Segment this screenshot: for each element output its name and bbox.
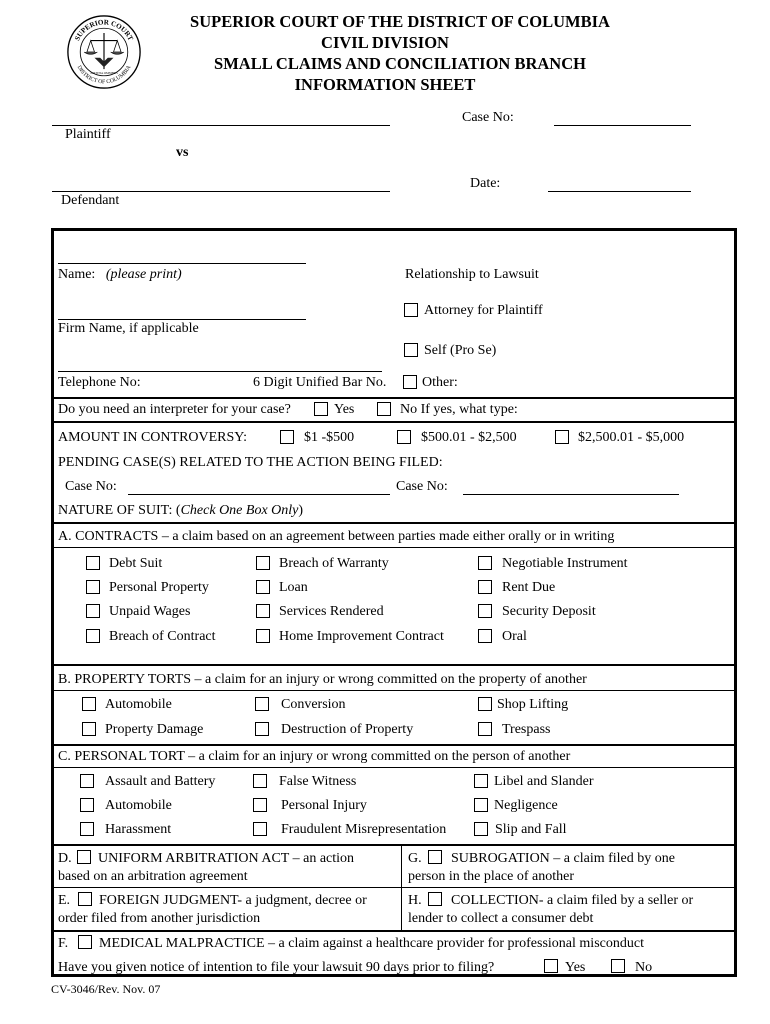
defendant-input[interactable] [55,172,385,190]
subrogation-checkbox[interactable] [428,850,442,864]
slip-fall-label: Slip and Fall [495,822,567,837]
property-automobile-checkbox[interactable] [82,697,96,711]
telephone-input[interactable] [60,352,380,370]
branch: SMALL CLAIMS AND CONCILIATION BRANCH [214,54,586,73]
uniform-arbitration-desc: based on an arbitration agreement [58,869,248,884]
foreign-judgment-prefix: E. [58,893,71,908]
personal-tort-title: C. PERSONAL TORT – a claim for an injury or wrong committed on the person of another [58,749,571,764]
fraud-checkbox[interactable] [253,822,267,836]
seal-bottom-text: DISTRICT OF COLUMBIA [75,64,133,86]
plaintiff-label: Plaintiff [65,127,111,142]
personal-property-checkbox[interactable] [86,580,100,594]
telephone-label: Telephone No: [58,375,141,390]
notice-no-label: No [635,960,653,975]
seal-motto: JUSTITIA OMNIBUS [90,70,118,75]
subrogation-label: SUBROGATION – a claim filed by one [451,851,675,866]
defendant-label: Defendant [61,193,120,208]
services-rendered-checkbox[interactable] [256,604,270,618]
case-no-input[interactable] [556,107,689,125]
pending-case-no-label-1: Case No: [65,479,117,494]
debt-suit-label: Debt Suit [109,556,163,571]
amount-500-checkbox[interactable] [280,430,294,444]
property-damage-checkbox[interactable] [82,722,96,736]
property-automobile-label: Automobile [105,697,172,712]
security-deposit-checkbox[interactable] [478,604,492,618]
home-improvement-checkbox[interactable] [256,629,270,643]
shop-lifting-label: Shop Lifting [497,697,569,712]
name-label: Name: (please print) [58,267,182,282]
false-witness-checkbox[interactable] [253,774,267,788]
date-input[interactable] [550,173,689,191]
fraud-label: Fraudulent Misrepresentation [281,822,447,837]
slip-fall-checkbox[interactable] [474,822,488,836]
division: CIVIL DIVISION [321,33,449,52]
attorney-label: Attorney for Plaintiff [424,303,543,318]
loan-label: Loan [279,580,308,595]
loan-checkbox[interactable] [256,580,270,594]
uniform-arbitration-checkbox[interactable] [77,850,91,864]
interpreter-no-checkbox[interactable] [377,402,391,416]
trespass-label: Trespass [502,722,551,737]
amount-label: AMOUNT IN CONTROVERSY: [58,430,248,445]
firm-name-input[interactable] [60,300,304,318]
case-no-label: Case No: [462,110,514,125]
conversion-label: Conversion [281,697,346,712]
assault-battery-label: Assault and Battery [105,774,216,789]
collection-label: COLLECTION- a claim filed by a seller or [451,893,694,908]
medical-malpractice-label: MEDICAL MALPRACTICE – a claim against a healthcare provider for professional misconduct [99,936,644,951]
firm-label: Firm Name, if applicable [58,321,199,336]
contracts-title: A. CONTRACTS – a claim based on an agreement between parties made either orally or in writing [58,529,615,544]
destruction-checkbox[interactable] [255,722,269,736]
property-damage-label: Property Damage [105,722,204,737]
medical-malpractice-checkbox[interactable] [78,935,92,949]
uniform-arbitration-label: UNIFORM ARBITRATION ACT – an action [98,851,355,866]
vs-label: vs [176,145,189,160]
amount-2500-checkbox[interactable] [397,430,411,444]
debt-suit-checkbox[interactable] [86,556,100,570]
pending-case-no-input-1[interactable] [130,476,388,494]
interpreter-no-label: No If yes, what type: [400,402,518,417]
unpaid-wages-label: Unpaid Wages [109,604,191,619]
negotiable-instrument-checkbox[interactable] [478,556,492,570]
pending-case-no-input-2[interactable] [465,476,677,494]
court-name: SUPERIOR COURT OF THE DISTRICT OF COLUMBIA [190,12,610,31]
breach-of-warranty-checkbox[interactable] [256,556,270,570]
interpreter-question: Do you need an interpreter for your case? [58,402,291,417]
false-witness-label: False Witness [279,774,357,789]
libel-slander-label: Libel and Slander [494,774,594,789]
notice-yes-checkbox[interactable] [544,959,558,973]
uniform-arbitration-prefix: D. [58,851,72,866]
subrogation-desc: person in the place of another [408,869,574,884]
property-torts-title: B. PROPERTY TORTS – a claim for an injury or wrong committed on the property of another [58,672,587,687]
negligence-label: Negligence [494,798,558,813]
shop-lifting-checkbox[interactable] [478,697,492,711]
pending-case-no-label-2: Case No: [396,479,448,494]
oral-label: Oral [502,629,527,644]
home-improvement-label: Home Improvement Contract [279,629,444,644]
date-label: Date: [470,176,501,191]
oral-checkbox[interactable] [478,629,492,643]
trespass-checkbox[interactable] [478,722,492,736]
attorney-checkbox[interactable] [404,303,418,317]
seal-top-text: SUPERIOR COURT [73,18,135,43]
destruction-label: Destruction of Property [281,722,414,737]
bar-no-label: 6 Digit Unified Bar No. [253,375,387,390]
personal-injury-checkbox[interactable] [253,798,267,812]
negotiable-instrument-label: Negotiable Instrument [502,556,628,571]
harassment-label: Harassment [105,822,172,837]
relationship-label: Relationship to Lawsuit [405,267,539,282]
amount-5000-checkbox[interactable] [555,430,569,444]
personal-injury-label: Personal Injury [281,798,367,813]
security-deposit-label: Security Deposit [502,604,596,619]
personal-automobile-checkbox[interactable] [80,798,94,812]
breach-of-warranty-label: Breach of Warranty [279,556,389,571]
pending-label: PENDING CASE(S) RELATED TO THE ACTION BEING FILED: [58,455,443,470]
other-label: Other: [422,375,458,390]
foreign-judgment-label: FOREIGN JUDGMENT- a judgment, decree or [99,893,367,908]
interpreter-yes-checkbox[interactable] [314,402,328,416]
court-seal [66,14,142,90]
breach-of-contract-label: Breach of Contract [109,629,216,644]
notice-no-checkbox[interactable] [611,959,625,973]
harassment-checkbox[interactable] [80,822,94,836]
rent-due-label: Rent Due [502,580,556,595]
amount-2500-label: $500.01 - $2,500 [421,430,517,445]
assault-battery-checkbox[interactable] [80,774,94,788]
nature-label: NATURE OF SUIT: (Check One Box Only) [58,503,304,518]
pro-se-checkbox[interactable] [404,343,418,357]
foreign-judgment-desc: order filed from another jurisdiction [58,911,261,926]
collection-desc: lender to collect a consumer debt [408,911,594,926]
filer-name-input[interactable] [60,244,304,262]
unpaid-wages-checkbox[interactable] [86,604,100,618]
form-title: INFORMATION SHEET [294,75,476,94]
interpreter-yes-label: Yes [334,402,355,417]
plaintiff-input[interactable] [55,106,385,124]
collection-prefix: H. [408,893,422,908]
personal-property-label: Personal Property [109,580,209,595]
collection-checkbox[interactable] [428,892,442,906]
services-rendered-label: Services Rendered [279,604,384,619]
notice-question: Have you given notice of intention to file your lawsuit 90 days prior to filing? [58,960,495,975]
other-checkbox[interactable] [403,375,417,389]
amount-500-label: $1 -$500 [304,430,355,445]
form-number: CV-3046/Rev. Nov. 07 [51,982,161,996]
breach-of-contract-checkbox[interactable] [86,629,100,643]
rent-due-checkbox[interactable] [478,580,492,594]
subrogation-prefix: G. [408,851,422,866]
pro-se-label: Self (Pro Se) [424,343,497,358]
notice-yes-label: Yes [565,960,586,975]
conversion-checkbox[interactable] [255,697,269,711]
medical-malpractice-prefix: F. [58,936,69,951]
amount-5000-label: $2,500.01 - $5,000 [578,430,685,445]
foreign-judgment-checkbox[interactable] [78,892,92,906]
negligence-checkbox[interactable] [474,798,488,812]
personal-automobile-label: Automobile [105,798,172,813]
libel-slander-checkbox[interactable] [474,774,488,788]
